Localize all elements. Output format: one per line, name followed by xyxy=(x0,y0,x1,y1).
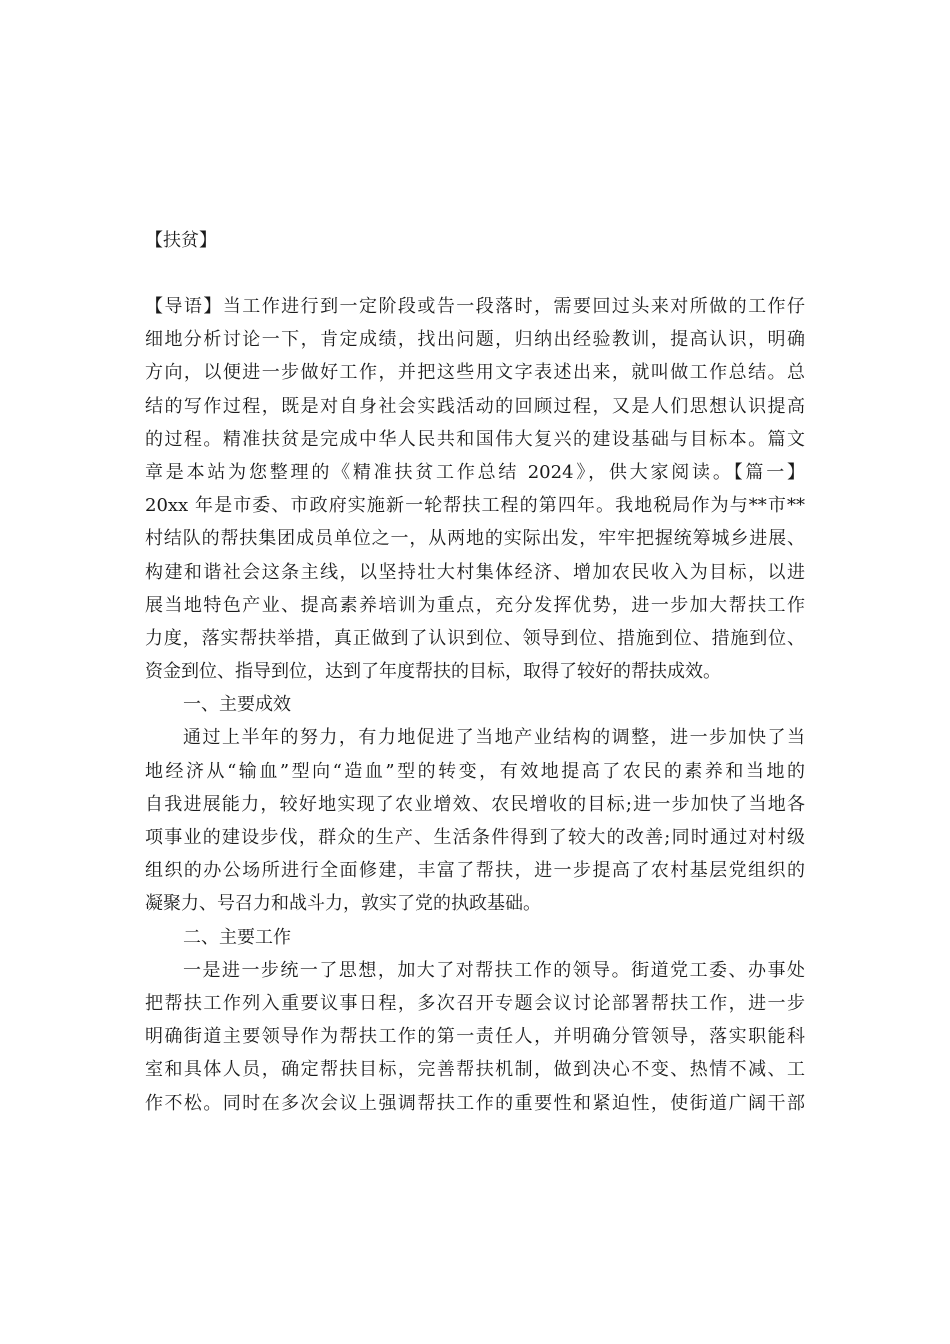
text-line: 20xx 年是市委、市政府实施新一轮帮扶工程的第四年。我地税局作为与**市** xyxy=(145,495,805,517)
text-line: 一是进一步统一了思想，加大了对帮扶工作的领导。街道党工委、办事处 xyxy=(183,959,805,981)
text-line: 展当地特色产业、提高素养培训为重点，充分发挥优势，进一步加大帮扶工作 xyxy=(145,594,805,616)
document-body xyxy=(145,290,805,1120)
text-line: 一、主要成效 xyxy=(183,694,291,716)
text-line: 的过程。精准扶贫是完成中华人民共和国伟大复兴的建设基础与目标本。篇文 xyxy=(145,428,805,450)
text-line: 明确街道主要领导作为帮扶工作的第一责任人，并明确分管领导，落实职能科 xyxy=(145,1026,805,1048)
text-line: 二、主要工作 xyxy=(183,926,291,948)
text-line: 【导语】当工作进行到一定阶段或告一段落时，需要回过头来对所做的工作仔 xyxy=(145,296,805,317)
text-line: 组织的办公场所进行全面修建，丰富了帮扶，进一步提高了农村基层党组织的 xyxy=(145,860,805,882)
text-line: 资金到位、指导到位，达到了年度帮扶的目标，取得了较好的帮扶成效。 xyxy=(145,661,721,683)
text-line: 构建和谐社会这条主线，以坚持壮大村集体经济、增加农民收入为目标，以进 xyxy=(145,561,805,583)
text-line: 结的写作过程，既是对自身社会实践活动的回顾过程，又是人们思想认识提高 xyxy=(145,395,805,417)
text-line: 自我进展能力，较好地实现了农业增效、农民增收的目标;进一步加快了当地各 xyxy=(145,793,805,815)
text-line: 细地分析讨论一下，肯定成绩，找出问题，归纳出经验教训，提高认识，明确 xyxy=(145,329,805,351)
text-line: 项事业的建设步伐，群众的生产、生活条件得到了较大的改善;同时通过对村级 xyxy=(145,827,805,848)
text-line: 把帮扶工作列入重要议事日程，多次召开专题会议讨论部署帮扶工作，进一步 xyxy=(145,992,805,1014)
text-line: 通过上半年的努力，有力地促进了当地产业结构的调整，进一步加快了当 xyxy=(183,727,805,749)
text-line: 村结队的帮扶集团成员单位之一，从两地的实际出发，牢牢把握统筹城乡进展、 xyxy=(145,528,805,550)
text-line: 地经济从“输血”型向“造血”型的转变，有效地提高了农民的素养和当地的 xyxy=(145,760,805,782)
document-title: 【扶贫】 xyxy=(145,230,217,251)
text-line: 方向，以便进一步做好工作，并把这些用文字表述出来，就叫做工作总结。总 xyxy=(145,362,805,384)
text-line: 力度，落实帮扶举措，真正做到了认识到位、领导到位、措施到位、措施到位、 xyxy=(145,627,805,649)
text-line: 作不松。同时在多次会议上强调帮扶工作的重要性和紧迫性，使街道广阔干部 xyxy=(145,1092,805,1114)
text-line: 凝聚力、号召力和战斗力，敦实了党的执政基础。 xyxy=(145,893,541,915)
text-line: 章是本站为您整理的《精准扶贫工作总结 2024》，供大家阅读。【篇一】 xyxy=(145,461,805,483)
text-line: 室和具体人员，确定帮扶目标，完善帮扶机制，做到决心不变、热情不减、工 xyxy=(145,1059,805,1081)
